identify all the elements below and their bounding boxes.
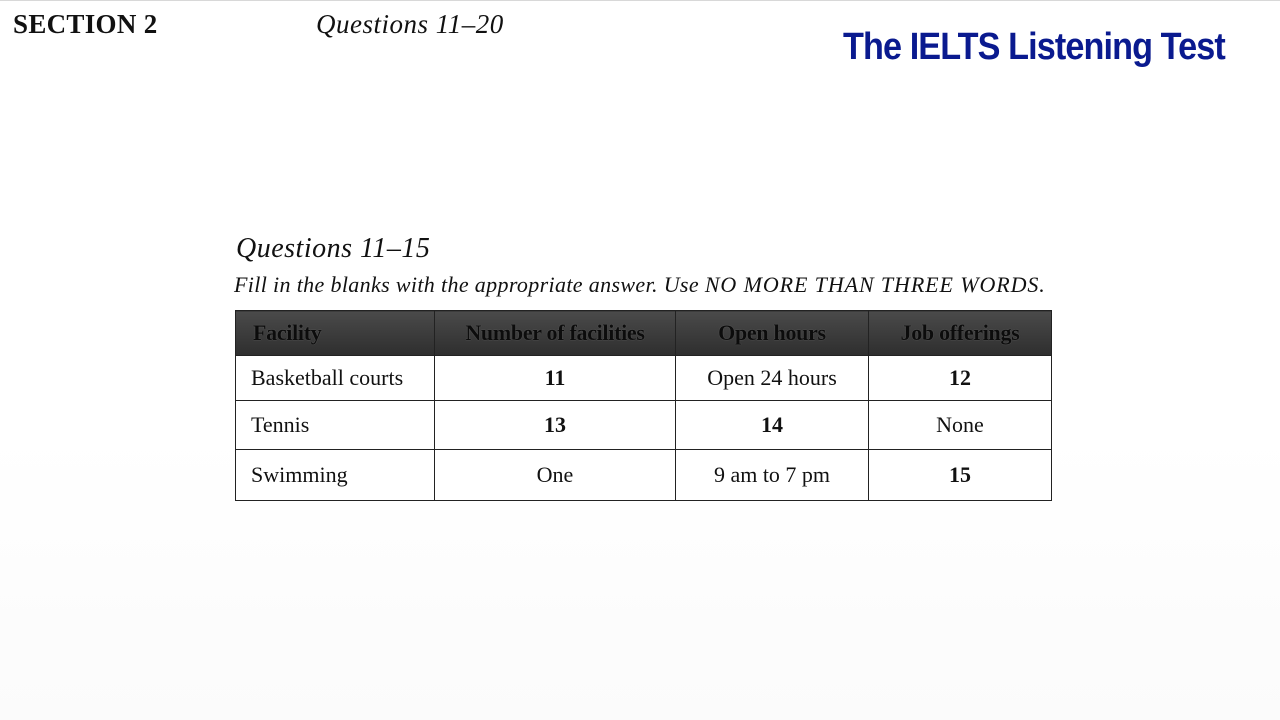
facility-table: [235, 310, 1052, 501]
cell-number-of-facilities: One: [435, 450, 676, 501]
answer-blank-11[interactable]: 11: [435, 356, 676, 401]
header-facility: Facility: [236, 311, 435, 356]
table-row: [236, 401, 1052, 450]
brand-title: The IELTS Listening Test: [843, 26, 1225, 68]
instruction-word-limit: NO MORE THAN THREE WORDS.: [704, 272, 1046, 297]
section-label: SECTION 2: [13, 9, 158, 39]
header-open-hours: Open hours: [676, 311, 869, 356]
instructions: [234, 272, 1046, 298]
header-number-of-facilities: Number of facilities: [435, 311, 676, 356]
top-rule: [0, 0, 1280, 1]
cell-facility: Swimming: [236, 450, 435, 501]
cell-open-hours: 9 am to 7 pm: [676, 450, 869, 501]
questions-heading: Questions 11–15: [236, 233, 431, 264]
answer-blank-15[interactable]: 15: [869, 450, 1052, 501]
cell-facility: Tennis: [236, 401, 435, 450]
table-row: [236, 450, 1052, 501]
section-questions-range: Questions 11–20: [316, 9, 504, 39]
answer-blank-14[interactable]: 14: [676, 401, 869, 450]
answer-blank-13[interactable]: 13: [435, 401, 676, 450]
cell-job-offerings: None: [869, 401, 1052, 450]
cell-facility: Basketball courts: [236, 356, 435, 401]
instruction-lead: Fill in the blanks with the appropriate answer. Use: [234, 272, 699, 297]
header-job-offerings: Job offerings: [869, 311, 1052, 356]
cell-open-hours: Open 24 hours: [676, 356, 869, 401]
answer-blank-12[interactable]: 12: [869, 356, 1052, 401]
table-header-row: [236, 311, 1052, 356]
table-row: [236, 356, 1052, 401]
